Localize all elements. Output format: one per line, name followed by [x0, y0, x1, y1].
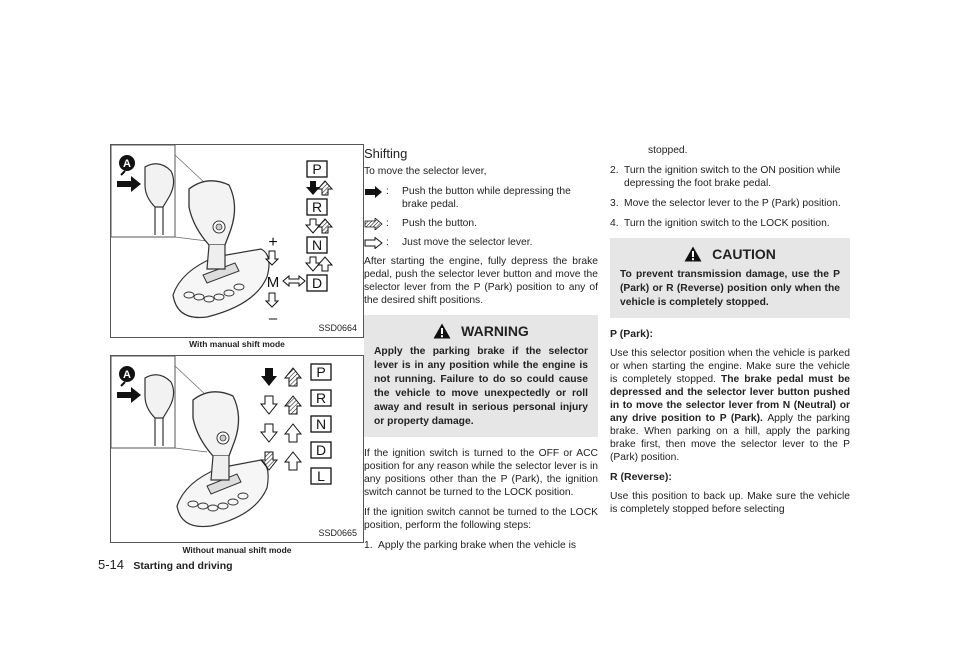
figure-without-manual-shift — [110, 355, 364, 543]
column-continued — [610, 144, 850, 523]
svg-text:D: D — [311, 275, 323, 291]
list-item: 4. Turn the ignition switch to the LOCK position. — [610, 218, 830, 229]
list-item-continued: stopped. — [648, 145, 688, 156]
svg-text:P: P — [316, 364, 326, 380]
svg-text:D: D — [315, 442, 327, 458]
column-shifting — [364, 144, 598, 559]
figure-code: SSD0664 — [318, 323, 357, 333]
outline-arrow-icon — [364, 237, 386, 249]
warning-triangle-icon — [433, 323, 451, 339]
svg-text:+: + — [268, 234, 278, 251]
legend-text: Push the button while depressing the brake pedal. — [402, 186, 571, 210]
page-footer — [98, 557, 233, 572]
figure-caption: With manual shift mode — [189, 339, 285, 349]
svg-text:M: M — [266, 274, 280, 291]
caution-triangle-icon — [684, 246, 702, 262]
page-number: 5-14 — [98, 557, 125, 572]
svg-text:N: N — [311, 237, 323, 253]
legend-row: : Push the button. — [364, 217, 598, 230]
legend-text: Push the button. — [402, 218, 477, 229]
caution-title: CAUTION — [712, 245, 776, 262]
park-paragraph: Use this selector position when the vehicle is parked or when starting the engine. Make sure the vehicle is completely stopped. The brake pedal must be depressed and the selector lever button pushed in to move the selector lever from N (Neutral) or any drive position to P (Park). Apply the parking brake. When parking on a hill, apply the parking brake first, then move the selector lever to the P (Park) position. — [610, 348, 850, 463]
legend-text: Just move the selector lever. — [402, 237, 533, 248]
figure-with-manual-shift — [110, 144, 364, 338]
svg-text:A: A — [123, 369, 131, 381]
warning-box — [364, 315, 598, 437]
body-paragraph: After starting the engine, fully depress the brake pedal, push the selector lever button and move the selector lever from the P (Park) position to any of the desired shift positions. — [364, 256, 598, 306]
solid-arrow-icon — [364, 186, 386, 198]
intro-text: To move the selector lever, — [364, 166, 487, 177]
legend-row: : Push the button while depressing the brake pedal. — [364, 185, 598, 211]
svg-text:P: P — [312, 161, 322, 177]
list-item: 2. Turn the ignition switch to the ON position while depressing the foot brake pedal. — [610, 165, 841, 189]
reverse-heading: R (Reverse): — [610, 471, 672, 483]
list-item: 1. Apply the parking brake when the vehicle is — [364, 540, 577, 551]
warning-text: Apply the parking brake if the selector lever is in any position while the engine is not running. Failure to do so could cause the vehicle to move unexpectedly or roll away and result in serious personal injury or property damage. — [374, 346, 588, 427]
caution-text: To prevent transmission damage, use the P (Park) or R (Reverse) position only when the vehicle is completely stopped. — [620, 269, 840, 308]
svg-text:–: – — [268, 310, 278, 327]
legend-row: : Just move the selector lever. — [364, 236, 598, 249]
svg-text:N: N — [315, 416, 327, 432]
shifter-illustration-manual — [111, 145, 365, 339]
park-heading: P (Park): — [610, 328, 653, 340]
reverse-paragraph: Use this position to back up. Make sure the vehicle is completely stopped before selecting — [610, 491, 850, 515]
figure-caption: Without manual shift mode — [182, 545, 292, 555]
list-item: 3. Move the selector lever to the P (Park) position. — [610, 198, 841, 209]
section-title: Starting and driving — [133, 560, 233, 572]
body-paragraph: If the ignition switch cannot be turned to the LOCK position, perform the following steps: — [364, 507, 598, 531]
hatched-arrow-icon — [364, 218, 386, 230]
svg-text:R: R — [311, 199, 323, 215]
body-paragraph: If the ignition switch is turned to the OFF or ACC position for any reason while the selector lever is in any positions other than the P (Park), the ignition switch cannot be turned to the LOCK position. — [364, 448, 598, 498]
svg-text:L: L — [317, 468, 325, 484]
warning-title: WARNING — [461, 322, 529, 339]
caution-box — [610, 238, 850, 318]
svg-text:A: A — [123, 158, 131, 170]
figure-code: SSD0665 — [318, 528, 357, 538]
shifter-illustration-standard — [111, 356, 365, 544]
section-heading: Shifting — [364, 146, 408, 161]
svg-text:R: R — [315, 390, 327, 406]
